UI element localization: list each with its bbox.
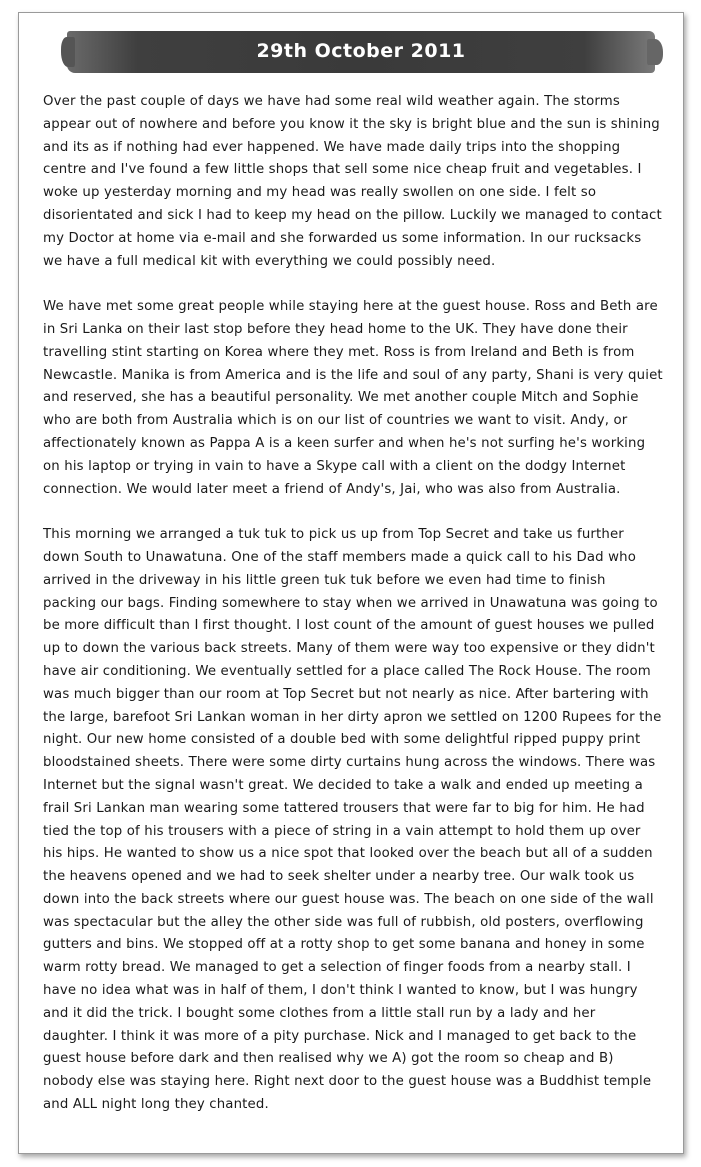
paragraph-weather: Over the past couple of days we have had some real wild weather again. The storms appear out of nowhere and before you know it the sky is bright blue and the sun is shining and its as if nothing had ever happened. We have made daily trips into the shopping centre and I've found a few little shops that sell some nice cheap fruit and vegetables. I woke up yesterday morning and my head was really swollen on one side. I felt so disorientated and sick I had to keep my head on the pillow. Luckily we managed to contact my Doctor at home via e-mail and she forwarded us some information. In our rucksacks we have a full medical kit with everything we could possibly need. (43, 94, 662, 269)
journal-page (18, 12, 684, 1154)
journal-body (43, 91, 663, 1140)
paragraph-unawatuna: This morning we arranged a tuk tuk to pick us up from Top Secret and take us further down South to Unawatuna. One of the staff members made a quick call to his Dad who arrived in the driveway in his little green tuk tuk before we even had time to finish packing our bags. Finding somewhere to stay when we arrived in Unawatuna was going to be more difficult than I first thought. I lost count of the amount of guest houses we pulled up to down the various back streets. Many of them were way too expensive or they didn't have air conditioning. We eventually settled for a place called The Rock House. The room was much bigger than our room at Top Secret but not nearly as nice. After bartering with the large, barefoot Sri Lankan woman in her dirty apron we settled on 1200 Rupees for the night. Our new home consisted of a double bed with some delightful ripped puppy print bloodstained sheets. There were some dirty curtains hung across the windows. There was Internet but the signal wasn't great. We decided to take a walk and ended up meeting a frail Sri Lankan man wearing some tattered trousers that were far to big for him. He had tied the top of his trousers with a piece of string in a vain attempt to hold them up over his hips. He wanted to show us a nice spot that looked over the beach but all of a sudden the heavens opened and we had to seek shelter under a nearby tree. Our walk took us down into the back streets where our guest house was. The beach on one side of the wall was spectacular but the alley the other side was full of rubbish, old posters, overflowing gutters and bins. We stopped off at a rotty shop to get some banana and honey in some warm rotty bread. We managed to get a selection of finger foods from a nearby stall. I have no idea what was in half of them, I don't think I wanted to know, but I was hungry and it did the trick. I bought some clothes from a little stall run by a lady and her daughter. I think it was more of a pity purchase. Nick and I managed to get back to the guest house before dark and then realised why we A) got the room so cheap and B) nobody else was staying here. Right next door to the guest house was a Buddhist temple and ALL night long they chanted. (43, 527, 662, 1113)
date-banner (67, 31, 655, 73)
page-title: 29th October 2011 (256, 40, 466, 62)
paragraph-people: We have met some great people while staying here at the guest house. Ross and Beth are in Sri Lanka on their last stop before they head home to the UK. They have done their travelling stint starting on Korea where they met. Ross is from Ireland and Beth is from Newcastle. Manika is from America and is the life and soul of any party, Shani is very quiet and reserved, she has a beautiful personality. We met another couple Mitch and Sophie who are both from Australia which is on our list of countries we want to visit. Andy, or affectionately known as Pappa A is a keen surfer and when he's not surfing he's working on his laptop or trying in vain to have a Skype call with a client on the dodgy Internet connection. We would later meet a friend of Andy's, Jai, who was also from Australia. (43, 299, 663, 497)
